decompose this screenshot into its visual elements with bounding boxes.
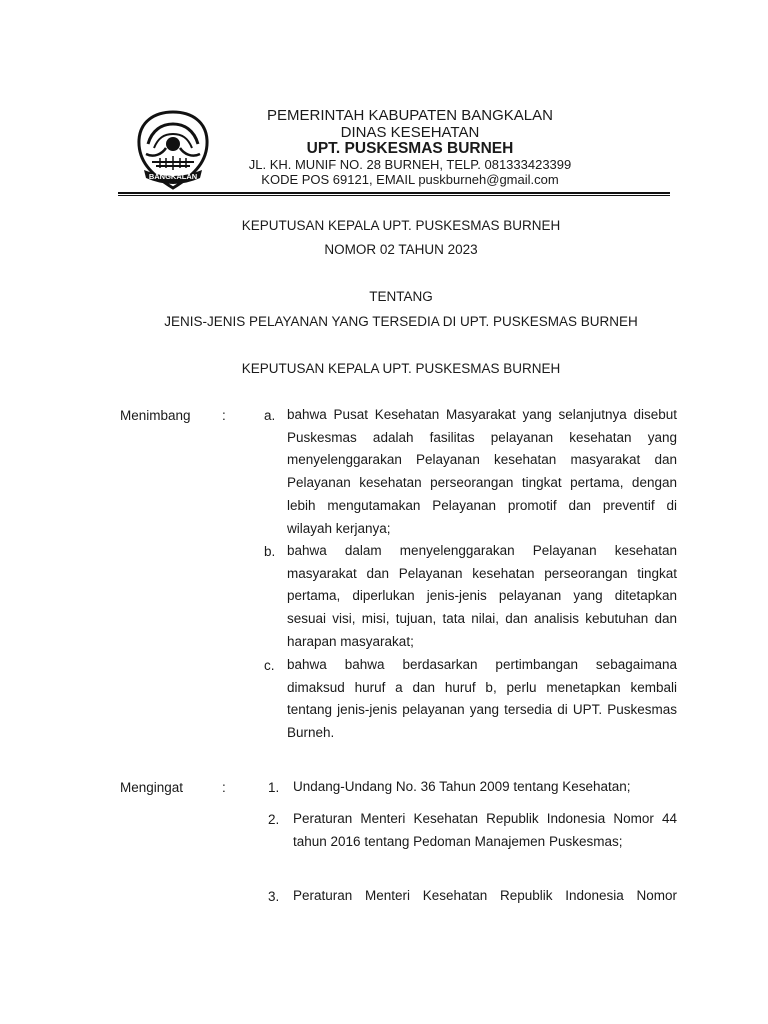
item-marker: 3.: [268, 889, 280, 904]
header-rule-thick: [118, 192, 670, 194]
decree-title-repeat: KEPUTUSAN KEPALA UPT. PUSKESMAS BURNEH: [241, 361, 561, 376]
letterhead-contact: KODE POS 69121, EMAIL puskburneh@gmail.com: [261, 172, 559, 187]
menimbang-item-c: bahwa bahwa berdasarkan pertimbangan sebagaimana dimaksud huruf a dan huruf b, perlu menetapkan kembali tentang jenis-jenis pelayanan yang tersedia di UPT. Puskesmas Burneh.: [287, 657, 677, 741]
item-marker: b.: [264, 544, 276, 559]
letterhead-address: JL. KH. MUNIF NO. 28 BURNEH, TELP. 081333423399: [248, 157, 572, 172]
section-label-menimbang: Menimbang: [120, 408, 191, 423]
menimbang-item-b: bahwa dalam menyelenggarakan Pelayanan kesehatan masyarakat dan Pelayanan kesehatan perseorangan tingkat pertama, diperlukan jenis-jenis pelayanan yang ditetapkan sesuai visi, misi, tujuan, tata nilai, dan analisis kebutuhan dan harapan masyarakat;: [287, 543, 677, 649]
section-colon: :: [222, 780, 226, 795]
mengingat-item-2: Peraturan Menteri Kesehatan Republik Indonesia Nomor 44 tahun 2016 tentang Pedoman Manajemen Puskesmas;: [293, 811, 677, 849]
header-rule-thin: [118, 195, 670, 196]
section-colon: :: [222, 408, 226, 423]
decree-about: TENTANG: [369, 289, 433, 304]
logo-text: BANGKALAN: [148, 172, 198, 181]
letterhead-line-institution: UPT. PUSKESMAS BURNEH: [306, 140, 514, 157]
letterhead-line-government: PEMERINTAH KABUPATEN BANGKALAN: [267, 107, 553, 124]
bangkalan-emblem-logo: [134, 108, 212, 192]
mengingat-item-1: Undang-Undang No. 36 Tahun 2009 tentang Kesehatan;: [293, 779, 631, 794]
menimbang-item-a: bahwa Pusat Kesehatan Masyarakat yang selanjutnya disebut Puskesmas adalah fasilitas pelayanan kesehatan yang menyelenggarakan Pelayanan kesehatan masyarakat dan Pelayanan kesehatan perseorangan tingkat pertama, dengan lebih mengutamakan Pelayanan promotif dan preventif di wilayah kerjanya;: [287, 407, 677, 536]
item-marker: c.: [264, 658, 275, 673]
mengingat-item-3: Peraturan Menteri Kesehatan Republik Indonesia Nomor: [293, 888, 677, 903]
item-marker: a.: [264, 408, 276, 423]
letterhead-line-department: DINAS KESEHATAN: [340, 124, 480, 141]
decree-subject: JENIS-JENIS PELAYANAN YANG TERSEDIA DI UPT. PUSKESMAS BURNEH: [164, 314, 638, 329]
decree-number: NOMOR 02 TAHUN 2023: [324, 242, 478, 257]
item-marker: 2.: [268, 812, 280, 827]
item-marker: 1.: [268, 780, 280, 795]
section-label-mengingat: Mengingat: [120, 780, 184, 795]
decree-title: KEPUTUSAN KEPALA UPT. PUSKESMAS BURNEH: [241, 218, 561, 233]
